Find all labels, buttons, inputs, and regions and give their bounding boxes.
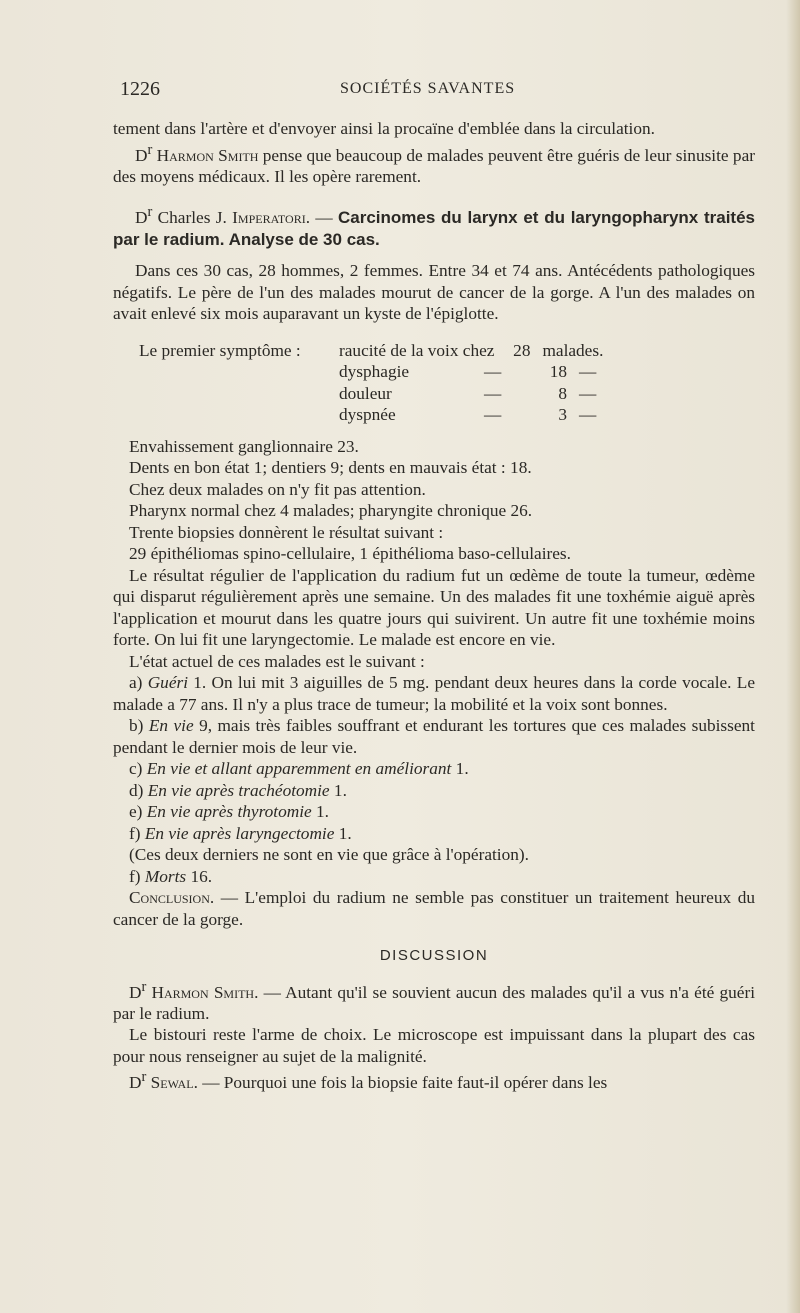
symptom-row	[139, 383, 755, 405]
symptom-name: douleur	[339, 383, 392, 403]
separator: . —	[305, 208, 338, 228]
finding-line: Envahissement ganglionnaire 23.	[129, 436, 359, 456]
body-text	[113, 118, 755, 1094]
paragraph-state-intro: L'état actuel de ces malades est le suivant :	[129, 651, 425, 671]
outcome-label: b)	[129, 716, 149, 736]
outcome-status: En vie	[148, 716, 194, 736]
outcome-text: 1.	[451, 759, 469, 779]
outcome-status: En vie après laryngectomie	[144, 823, 335, 843]
outcome-text: 1.	[329, 780, 347, 800]
finding-line: 29 épithéliomas spino-cellulaire, 1 épithélioma baso-cellulaires.	[129, 544, 571, 564]
conclusion-text: . — L'emploi du radium ne semble pas constituer un traitement heureux du cancer de la gorge.	[113, 888, 755, 929]
doctor-abbrev-sup: r	[141, 1069, 147, 1086]
doctor-abbrev: D	[129, 982, 142, 1002]
symptom-name: raucité de la voix chez	[339, 340, 495, 360]
discussion-text: . — Pourquoi une fois la biopsie faite faut-il opérer dans les	[193, 1073, 608, 1093]
doctor-abbrev-sup: r	[141, 978, 147, 995]
finding-line: Chez deux malades on n'y fit pas attention.	[129, 479, 426, 499]
doctor-abbrev: D	[135, 145, 148, 165]
paragraph-result: Le résultat régulier de l'application du radium fut un œdème de toute la tumeur, œdème qui disparut régulièrement après une semaine. Un des malades fit une toxhémie aiguë après l'application et mourut dans les quatre jours qui suivirent. Un autre fit une toxhémie moins forte. On lui fit une laryngectomie. Le malade est encore en vie.	[113, 565, 755, 650]
discussion-paragraph: Le bistouri reste l'arme de choix. Le microscope est impuissant dans la plupart des cas pour nous renseigner au sujet de la malignité.	[113, 1025, 755, 1066]
conclusion-label: Conclusion	[129, 888, 210, 908]
symptom-row	[139, 340, 755, 362]
discussion-harmon-smith	[113, 977, 755, 1025]
outcome-status: En vie après trachéotomie	[147, 780, 330, 800]
outcome-status: Morts	[144, 866, 187, 886]
symptom-count: 28	[513, 340, 531, 360]
doctor-abbrev-sup: r	[147, 204, 153, 221]
doctor-abbrev-sup: r	[147, 141, 153, 158]
doctor-abbrev: D	[129, 1073, 142, 1093]
symptom-dash: —	[484, 383, 502, 403]
outcome-text: 9, mais très faibles souffrant et endurant les tortures que ces malades subissent pendant le dernier mois de leur vie.	[113, 716, 755, 757]
finding-line: Pharynx normal chez 4 malades; pharyngite chronique 26.	[129, 501, 533, 521]
paragraph-text: pense que beaucoup de malades peuvent être guéris de leur sinusite par des moyens médicaux. Il les opère rarement.	[113, 145, 755, 186]
outcome-c	[113, 758, 755, 780]
symptoms-lead: Le premier symptôme :	[139, 340, 301, 360]
outcome-b	[113, 715, 755, 758]
finding-line: Trente biopsies donnèrent le résultat suivant :	[129, 522, 444, 542]
outcome-f2	[113, 866, 755, 888]
symptom-unit: —	[579, 405, 597, 425]
symptom-unit: —	[579, 362, 597, 382]
page-number: 1226	[120, 78, 160, 100]
paragraph-continuation: tement dans l'artère et d'envoyer ainsi la procaïne d'emblée dans la circulation.	[113, 119, 655, 138]
symptoms-table	[139, 340, 755, 426]
outcome-label: c)	[129, 759, 147, 779]
speaker-first-name: Charles J.	[152, 208, 233, 228]
symptom-count: 8	[558, 383, 567, 403]
outcome-status: Guéri	[147, 673, 189, 693]
running-title: SOCIÉTÉS SAVANTES	[340, 80, 516, 97]
paragraph-imperatori-title	[113, 202, 755, 250]
paragraph-cases: Dans ces 30 cas, 28 hommes, 2 femmes. Entre 34 et 74 ans. Antécédents pathologiques négatifs. Le père de l'un des malades mourut de cancer de la gorge. A l'un des malades on avait enlevé six mois auparavant un kyste de l'épiglotte.	[113, 261, 755, 324]
outcome-status: En vie et allant apparemment en améliorant	[146, 759, 452, 779]
outcome-label: d)	[129, 780, 148, 800]
symptom-name: dyspnée	[339, 405, 396, 425]
paragraph-conclusion	[113, 887, 755, 930]
symptom-unit: malades.	[542, 340, 604, 360]
discussion-text: . — Autant qu'il se souvient aucun des malades qu'il a vus n'a été guéri par le radium.	[113, 982, 755, 1023]
outcome-d	[113, 780, 755, 802]
symptom-row	[139, 404, 755, 426]
symptom-row	[139, 361, 755, 383]
outcome-text: 1.	[334, 823, 352, 843]
outcome-f1	[113, 823, 755, 845]
finding-line: Dents en bon état 1; dentiers 9; dents en mauvais état : 18.	[129, 458, 532, 478]
paragraph-harmon-smith	[113, 140, 755, 188]
doctor-abbrev: D	[135, 208, 148, 228]
outcome-label: a)	[129, 673, 148, 693]
symptom-name: dysphagie	[339, 362, 410, 382]
speaker-name: Sewal	[150, 1073, 194, 1093]
outcome-label: e)	[129, 802, 147, 822]
symptom-dash: —	[484, 362, 502, 382]
outcome-note: (Ces deux derniers ne sont en vie que grâce à l'opération).	[129, 845, 529, 865]
speaker-name: Imperatori	[232, 208, 306, 228]
outcome-e	[113, 801, 755, 823]
symptom-count: 3	[558, 405, 567, 425]
communication-title: Carcinomes du larynx et du laryngopharynx traités par le radium. Analyse de 30 cas.	[113, 208, 755, 249]
outcome-a	[113, 672, 755, 715]
outcome-text: 16.	[186, 866, 213, 886]
outcome-label: f)	[129, 866, 145, 886]
discussion-sewal	[113, 1067, 755, 1093]
outcome-text: 1.	[311, 802, 329, 822]
outcome-text: 1. On lui mit 3 aiguilles de 5 mg. pendant deux heures dans la corde vocale. Le malade a 77 ans. Il n'y a plus trace de tumeur; la mobilité et la voix sont bonnes.	[113, 673, 755, 714]
page-edge-shadow	[786, 0, 800, 1313]
discussion-heading: DISCUSSION	[379, 947, 489, 965]
page-header	[120, 78, 750, 104]
speaker-name: Harmon Smith	[151, 982, 255, 1002]
speaker-name: Harmon Smith	[156, 145, 259, 165]
symptom-count: 18	[549, 362, 567, 382]
symptom-unit: —	[579, 383, 597, 403]
symptom-dash: —	[484, 405, 502, 425]
outcome-status: En vie après thyrotomie	[146, 802, 312, 822]
outcome-label: f)	[129, 823, 145, 843]
